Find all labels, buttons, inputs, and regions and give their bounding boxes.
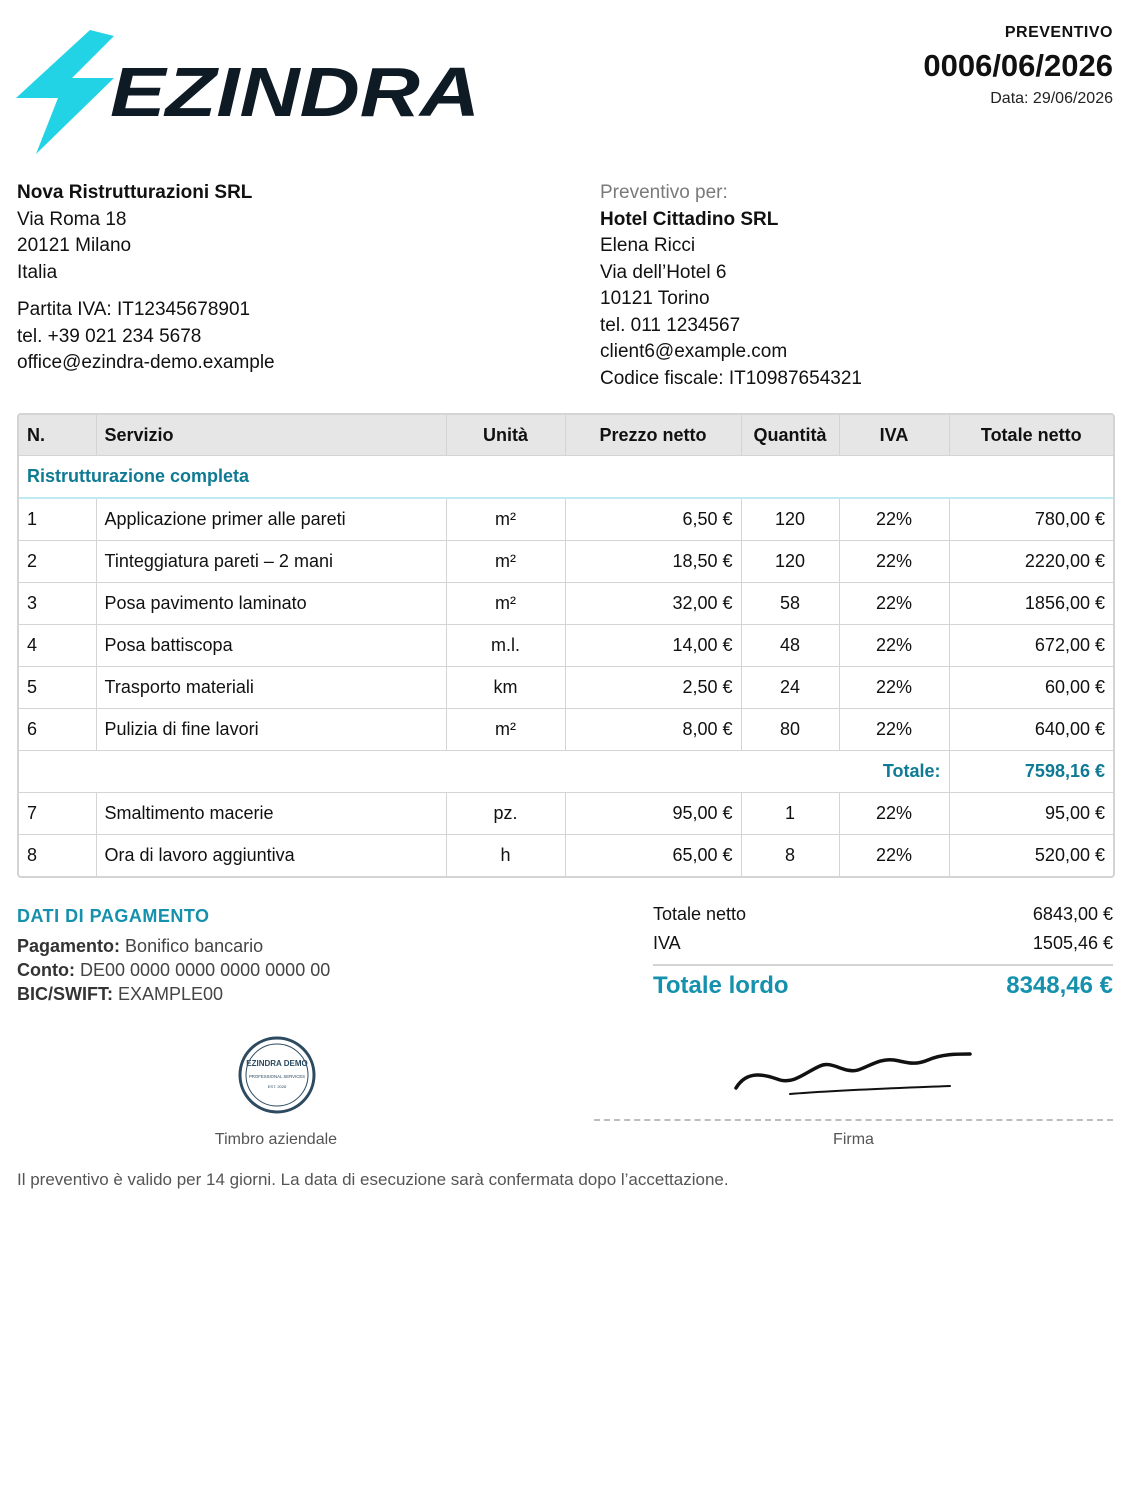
seller-country: Italia	[17, 261, 58, 283]
seller-name: Nova Ristrutturazioni SRL	[17, 182, 253, 203]
cell-price: 8,00 €	[565, 709, 741, 751]
cell-quantity: 58	[741, 583, 839, 625]
payment-account: DE00 0000 0000 0000 0000 00	[80, 960, 331, 980]
cell-total: 672,00 €	[949, 625, 1113, 667]
cell-number: 6	[19, 709, 96, 751]
cell-quantity: 24	[741, 667, 839, 709]
payment-method: Bonifico bancario	[125, 936, 264, 956]
seller-street: Via Roma 18	[17, 208, 127, 230]
table-row	[19, 583, 1113, 625]
totals-vat-label: IVA	[653, 933, 681, 953]
totals-net-label: Totale netto	[653, 904, 747, 924]
svg-text:EST. 2026: EST. 2026	[267, 1084, 287, 1089]
client-phone: tel. 011 1234567	[600, 314, 741, 336]
cell-total: 95,00 €	[949, 793, 1113, 835]
col-header-vat: IVA	[839, 415, 949, 456]
col-header-quantity: Quantità	[741, 415, 839, 456]
cell-total: 2220,00 €	[949, 541, 1113, 583]
totals-gross-label: Totale lordo	[653, 972, 789, 999]
col-header-net-price: Prezzo netto	[565, 415, 741, 456]
client-street: Via dell’Hotel 6	[600, 261, 727, 283]
client-intro: Preventivo per:	[600, 182, 728, 203]
cell-number: 7	[19, 793, 96, 835]
seller-city: 20121 Milano	[17, 235, 132, 256]
seller-vat: Partita IVA: IT12345678901	[17, 299, 251, 320]
payment-bic: EXAMPLE00	[118, 984, 224, 1004]
cell-vat: 22%	[839, 709, 949, 751]
cell-unit: m.l.	[446, 625, 565, 667]
payment-method-line	[17, 934, 330, 958]
col-header-unit: Unità	[446, 415, 565, 456]
payment-details	[17, 904, 330, 1006]
cell-vat: 22%	[839, 667, 949, 709]
payment-bic-label: BIC/SWIFT:	[17, 984, 113, 1004]
seller-email: office@ezindra-demo.example	[17, 352, 275, 373]
cell-vat: 22%	[839, 583, 949, 625]
cell-total: 520,00 €	[1034, 845, 1105, 865]
cell-number: 1	[19, 498, 96, 541]
client-city: 10121 Torino	[600, 288, 710, 309]
seller-phone: tel. +39 021 234 5678	[17, 325, 202, 347]
document-date: Data: 29/06/2026	[990, 90, 1113, 107]
totals-net-row	[653, 900, 1113, 929]
svg-text:EZINDRA: EZINDRA	[110, 53, 480, 131]
cell-price: 18,50 €	[565, 541, 741, 583]
cell-number: 5	[19, 667, 96, 709]
cell-quantity: 120	[741, 541, 839, 583]
totals-divider	[653, 964, 1113, 966]
table-row	[19, 793, 1113, 835]
cell-vat: 22%	[839, 498, 949, 541]
signature-mark	[728, 1046, 988, 1106]
client-company: Hotel Cittadino SRL	[600, 208, 779, 230]
cell-price: 6,50 €	[565, 498, 741, 541]
seller-info	[17, 180, 275, 377]
cell-service: Tinteggiatura pareti – 2 mani	[96, 541, 446, 583]
cell-price: 2,50 €	[565, 667, 741, 709]
cell-service: Posa pavimento laminato	[96, 583, 446, 625]
cell-vat: 22%	[839, 835, 949, 877]
cell-unit: pz.	[446, 793, 565, 835]
client-tax-code: Codice fiscale: IT10987654321	[600, 367, 862, 389]
cell-unit: m²	[446, 541, 565, 583]
cell-service: Applicazione primer alle pareti	[96, 498, 446, 541]
cell-service: Trasporto materiali	[96, 667, 446, 709]
totals-summary	[653, 900, 1113, 1000]
cell-total: 1856,00 €	[949, 583, 1113, 625]
cell-service: Smaltimento macerie	[96, 793, 446, 835]
table-row	[19, 625, 1113, 667]
table-row	[19, 835, 1113, 877]
lightning-bolt-icon	[16, 30, 114, 154]
cell-total: 60,00 €	[949, 667, 1113, 709]
stamp-label: Timbro aziendale	[214, 1131, 338, 1148]
cell-unit: h	[446, 835, 565, 877]
svg-text:EZINDRA DEMO: EZINDRA DEMO	[246, 1059, 308, 1068]
subtotal-value: 7598,16 €	[949, 751, 1113, 793]
totals-vat-value: 1505,46 €	[1032, 933, 1113, 953]
cell-price: 95,00 €	[565, 793, 741, 835]
signature-line	[594, 1119, 1113, 1121]
cell-number: 4	[19, 625, 96, 667]
section-row	[19, 456, 1113, 499]
client-email: client6@example.com	[600, 341, 788, 362]
col-header-number: N.	[19, 415, 96, 456]
company-logo	[14, 28, 484, 158]
client-info	[600, 180, 862, 392]
payment-account-label: Conto:	[17, 960, 75, 980]
cell-vat: 22%	[839, 625, 949, 667]
col-header-net-total: Totale netto	[949, 415, 1113, 456]
subtotal-label: Totale:	[19, 751, 949, 793]
cell-total: 640,00 €	[949, 709, 1113, 751]
company-stamp	[238, 1036, 316, 1114]
payment-title: DATI DI PAGAMENTO	[17, 906, 210, 926]
svg-text:PROFESSIONAL SERVICES: PROFESSIONAL SERVICES	[248, 1074, 306, 1079]
document-header	[923, 24, 1113, 108]
payment-account-line	[17, 958, 330, 982]
subtotal-row	[19, 751, 1113, 793]
signature-label: Firma	[833, 1131, 874, 1148]
cell-price: 14,00 €	[565, 625, 741, 667]
section-title: Ristrutturazione completa	[19, 456, 1113, 499]
cell-service: Ora di lavoro aggiuntiva	[96, 835, 446, 877]
document-type: PREVENTIVO	[1004, 24, 1113, 41]
cell-quantity: 1	[741, 793, 839, 835]
cell-unit: km	[446, 667, 565, 709]
cell-quantity: 8	[741, 835, 839, 877]
totals-gross-value: 8348,46 €	[1006, 972, 1113, 999]
payment-method-label: Pagamento:	[17, 936, 121, 956]
table-row	[19, 541, 1113, 583]
cell-number: 2	[19, 541, 96, 583]
cell-price: 32,00 €	[565, 583, 741, 625]
document-number: 0006/06/2026	[923, 48, 1113, 83]
cell-quantity: 48	[741, 625, 839, 667]
cell-unit: m²	[446, 709, 565, 751]
cell-number: 8	[19, 835, 96, 877]
cell-vat: 22%	[839, 793, 949, 835]
cell-number: 3	[19, 583, 96, 625]
cell-service: Pulizia di fine lavori	[96, 709, 446, 751]
cell-quantity: 120	[741, 498, 839, 541]
client-contact: Elena Ricci	[600, 235, 696, 256]
cell-quantity: 80	[741, 709, 839, 751]
table-row	[19, 667, 1113, 709]
cell-vat: 22%	[839, 541, 949, 583]
table-row	[19, 709, 1113, 751]
totals-vat-row	[653, 929, 1113, 958]
table-header-row	[19, 415, 1113, 456]
cell-unit: m²	[446, 498, 565, 541]
validity-note: Il preventivo è valido per 14 giorni. La data di esecuzione sarà confermata dopo l’accettazione.	[17, 1170, 729, 1189]
items-table	[17, 413, 1115, 878]
cell-unit: m²	[446, 583, 565, 625]
totals-gross-row	[653, 972, 1113, 1000]
table-row	[19, 498, 1113, 541]
col-header-service: Servizio	[96, 415, 446, 456]
cell-total: 780,00 €	[949, 498, 1113, 541]
totals-net-value: 6843,00 €	[1032, 904, 1113, 924]
payment-bic-line	[17, 982, 330, 1006]
cell-price: 65,00 €	[565, 835, 741, 877]
cell-service: Posa battiscopa	[96, 625, 446, 667]
